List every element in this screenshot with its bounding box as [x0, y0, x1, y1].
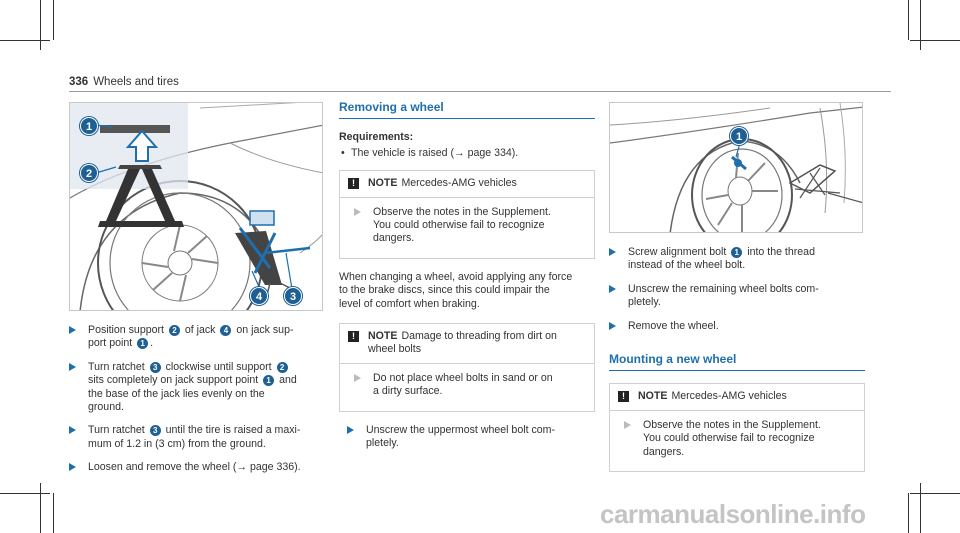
removing-wheel-section	[339, 101, 595, 461]
step-text: Position support	[88, 324, 167, 336]
instruction-step	[609, 320, 865, 333]
step-text: Observe the notes in the Supplement.	[643, 418, 821, 431]
callout-ref: 1	[137, 338, 148, 349]
step-text: mum of 1.2 in (3 cm) from the ground.	[88, 437, 266, 450]
callout-ref: 2	[169, 325, 180, 336]
step-arrow-icon	[609, 248, 616, 256]
step-text: into the thread	[744, 246, 815, 258]
step-arrow-icon	[624, 421, 631, 429]
instruction-step	[609, 246, 865, 273]
alignment-bolt-illustration	[609, 102, 863, 233]
page-ref-arrow: →	[236, 461, 247, 474]
crop-mark	[53, 0, 54, 40]
crop-mark	[908, 0, 909, 40]
crop-mark	[920, 483, 921, 533]
callout-badge: 3	[284, 287, 302, 305]
step-text: until the tire is raised a maxi-	[162, 424, 301, 437]
alignment-bolt-drawing	[610, 103, 863, 233]
warning-icon: !	[348, 178, 359, 189]
step-arrow-icon	[69, 363, 76, 371]
step-text: on jack sup-	[233, 324, 294, 336]
step-arrow-icon	[609, 285, 616, 293]
step-text: Observe the notes in the Supplement.	[373, 205, 551, 218]
callout-badge: 2	[80, 164, 98, 182]
note-title: Mercedes-AMG vehicles	[401, 177, 517, 190]
crop-mark	[910, 493, 960, 494]
step-arrow-icon	[609, 322, 616, 330]
crop-mark	[908, 493, 909, 533]
step-text: and	[276, 374, 297, 387]
note-label: NOTE	[638, 390, 668, 403]
page-number: 336	[69, 76, 89, 88]
step-text: You could otherwise fail to recognize	[643, 432, 815, 445]
instruction-step	[69, 324, 327, 351]
step-text: the base of the jack lies evenly on the	[88, 387, 265, 400]
step-text: Turn ratchet	[88, 424, 148, 437]
step-text: clockwise until support	[162, 360, 275, 373]
crop-mark	[920, 0, 921, 50]
para-text: level of comfort when braking.	[339, 297, 480, 310]
para-text: to the brake discs, since this could impair the	[339, 284, 550, 297]
section-heading: Removing a wheel	[339, 101, 595, 119]
step-text: a dirty surface.	[373, 385, 443, 398]
page-header	[69, 76, 179, 88]
warning-icon: !	[348, 331, 359, 342]
section-heading: Mounting a new wheel	[609, 353, 865, 371]
note-body	[340, 364, 594, 411]
crop-mark	[53, 493, 54, 533]
page-ref-link[interactable]: page 336).	[247, 461, 301, 474]
step-text: pletely.	[628, 296, 661, 309]
note-label: NOTE	[368, 330, 398, 343]
step-text: instead of the wheel bolt.	[628, 259, 746, 272]
page-section-title: Wheels and tires	[93, 76, 179, 88]
callout-ref: 3	[150, 362, 161, 373]
callout-badge: 4	[250, 287, 268, 305]
crop-mark	[40, 0, 41, 50]
step-text: Screw alignment bolt	[628, 246, 730, 258]
instruction-step	[347, 424, 595, 451]
step-arrow-icon	[69, 326, 76, 334]
requirements-label: Requirements:	[339, 131, 414, 144]
step-text: Turn ratchet	[88, 360, 148, 373]
note-title: wheel bolts	[368, 343, 421, 356]
instruction-step	[69, 424, 327, 451]
step-text: Loosen and remove the wheel (	[88, 461, 237, 474]
site-watermark: carmanualsonline.info	[600, 499, 866, 529]
step-arrow-icon	[69, 463, 76, 471]
crop-mark	[0, 493, 50, 494]
note-label: NOTE	[368, 177, 398, 190]
instruction-step	[69, 361, 327, 415]
step-text: ground.	[88, 401, 124, 414]
callout-ref: 3	[150, 425, 161, 436]
header-divider	[69, 91, 891, 92]
callout-badge: 1	[730, 127, 748, 145]
callout-ref: 2	[277, 362, 288, 373]
note-body	[610, 411, 864, 471]
crop-mark	[40, 483, 41, 533]
step-text: .	[150, 337, 154, 350]
instruction-step	[69, 461, 327, 474]
step-arrow-icon	[347, 426, 354, 434]
note-title: Mercedes-AMG vehicles	[671, 390, 787, 403]
step-text: Unscrew the remaining wheel bolts com-	[628, 282, 819, 295]
step-text: pletely.	[366, 437, 399, 450]
crop-mark	[910, 40, 960, 41]
jack-illustration-drawing	[70, 103, 323, 311]
note-box	[609, 383, 865, 472]
step-text: port point	[88, 337, 136, 350]
instruction-step	[354, 372, 586, 399]
note-box	[339, 323, 595, 412]
crop-mark	[0, 40, 50, 41]
step-text: Unscrew the uppermost wheel bolt com-	[366, 423, 556, 436]
callout-ref: 1	[263, 375, 274, 386]
callout-badge: 1	[80, 117, 98, 135]
note-header	[340, 171, 594, 197]
step-arrow-icon	[354, 208, 361, 216]
step-text: dangers.	[373, 232, 415, 245]
note-title: Damage to threading from dirt on	[401, 330, 557, 343]
note-header	[340, 324, 594, 364]
note-header	[610, 384, 864, 410]
jack-illustration	[69, 102, 323, 311]
note-body	[340, 198, 594, 258]
step-text: dangers.	[643, 445, 685, 458]
jack-instructions	[69, 324, 327, 485]
mounting-section	[609, 246, 865, 484]
requirement-item: • The vehicle is raised (→ page 334).	[339, 147, 595, 160]
warning-icon: !	[618, 391, 629, 402]
callout-ref: 1	[731, 247, 742, 258]
step-text: of jack	[181, 324, 219, 336]
instruction-step	[354, 206, 586, 246]
instruction-step	[624, 419, 856, 459]
note-box	[339, 170, 595, 259]
instruction-step	[609, 283, 865, 310]
callout-ref: 4	[220, 325, 231, 336]
step-arrow-icon	[69, 426, 76, 434]
info-paragraph	[339, 271, 595, 311]
para-text: When changing a wheel, avoid applying any force	[339, 270, 573, 283]
step-text: You could otherwise fail to recognize	[373, 219, 545, 232]
step-text: Remove the wheel.	[628, 319, 719, 332]
step-text: sits completely on jack support point	[88, 374, 262, 387]
step-arrow-icon	[354, 374, 361, 382]
step-text: Do not place wheel bolts in sand or on	[373, 371, 553, 384]
